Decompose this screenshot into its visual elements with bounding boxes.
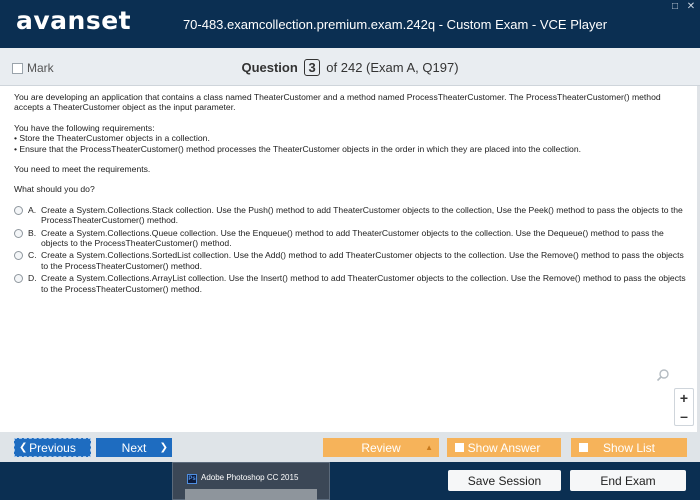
- end-exam-button[interactable]: End Exam: [570, 470, 686, 491]
- answer-option-b[interactable]: [14, 228, 686, 249]
- question-counter: [0, 59, 700, 76]
- navigation-bar: [0, 432, 700, 462]
- chevron-right-icon: ❯: [159, 442, 168, 453]
- close-icon[interactable]: ✕: [686, 1, 696, 12]
- question-label: Question: [241, 60, 298, 75]
- radio-button[interactable]: [14, 229, 23, 238]
- question-number[interactable]: 3: [304, 59, 319, 76]
- show-list-button[interactable]: [571, 438, 687, 457]
- option-letter: D.: [28, 273, 37, 284]
- radio-button[interactable]: [14, 274, 23, 283]
- show-answer-button[interactable]: [447, 438, 561, 457]
- save-session-button[interactable]: Save Session: [448, 470, 561, 491]
- option-text: Create a System.Collections.Queue collection. Use the Enqueue() method to add TheaterCustomer objects to the collection. Use the Dequeue() method to pass the objects to the ProcessTheaterCustomer() method.: [41, 227, 664, 249]
- question-content: [0, 86, 700, 432]
- zoom-search-icon[interactable]: [656, 368, 670, 382]
- question-need: You need to meet the requirements.: [14, 164, 151, 175]
- answer-option-a[interactable]: [14, 205, 686, 226]
- radio-button[interactable]: [14, 206, 23, 215]
- review-label: Review: [361, 440, 401, 455]
- zoom-in-button[interactable]: +: [679, 390, 689, 406]
- zoom-out-button[interactable]: –: [680, 408, 688, 424]
- show-answer-label: Show Answer: [467, 440, 541, 455]
- option-text: Create a System.Collections.Stack collection. Use the Push() method to add TheaterCustomer objects to the collection, Use the Peek() method to pass the objects to the ProcessTheaterCustomer() method.: [41, 204, 683, 226]
- question-total: of 242 (Exam A, Q197): [326, 60, 459, 75]
- next-button[interactable]: [96, 438, 172, 457]
- previous-label: Previous: [29, 440, 76, 455]
- mark-label: Mark: [27, 61, 54, 75]
- taskbar-app-label: Adobe Photoshop CC 2015: [201, 473, 299, 482]
- show-list-label: Show List: [602, 440, 656, 455]
- option-letter: A.: [28, 204, 37, 215]
- zoom-controls: [674, 388, 694, 426]
- question-intro: You are developing an application that contains a class named TheaterCustomer and a method named ProcessTheaterCustomer. The ProcessTheaterCustomer() method accepts a TheaterCustomer object as the input parameter.: [14, 92, 661, 113]
- requirement-item: • Store the TheaterCustomer objects in a collection.: [14, 133, 210, 144]
- title-bar: [0, 0, 700, 48]
- option-text: Create a System.Collections.ArrayList collection. Use the Insert() method to add TheaterCustomer objects to the collection. Use the Remove() method to pass the objects to the ProcessTheaterCustomer() method.: [41, 273, 686, 294]
- bottom-bar: [0, 462, 700, 500]
- radio-button[interactable]: [14, 251, 23, 260]
- review-button[interactable]: [323, 438, 439, 457]
- window-title: 70-483.examcollection.premium.exam.242q - Custom Exam - VCE Player: [182, 17, 608, 32]
- option-text: Create a System.Collections.SortedList collection. Use the Add() method to add TheaterCustomer objects to the collection. Use the Remove() method to pass the objects to the ProcessTheaterCustomer() method.: [41, 250, 684, 271]
- option-letter: C.: [28, 250, 37, 261]
- checkbox-icon[interactable]: [579, 443, 588, 452]
- answer-option-c[interactable]: [14, 250, 686, 271]
- photoshop-icon: Ps: [188, 476, 196, 482]
- checkbox-icon[interactable]: [455, 443, 464, 452]
- triangle-up-icon: ▲: [425, 443, 433, 452]
- requirements: [14, 123, 686, 154]
- taskbar-thumbnail[interactable]: [172, 462, 330, 500]
- chevron-left-icon: ❮: [19, 442, 28, 453]
- maximize-icon[interactable]: □: [671, 1, 679, 12]
- previous-button[interactable]: [14, 438, 91, 457]
- question-header: [0, 48, 700, 86]
- answer-option-d[interactable]: [14, 273, 686, 294]
- window-preview: [185, 489, 317, 500]
- next-label: Next: [121, 440, 147, 455]
- question-prompt: What should you do?: [14, 184, 95, 195]
- avanset-logo: avanset: [16, 6, 132, 35]
- window-controls: [670, 2, 696, 12]
- requirements-title: You have the following requirements:: [14, 122, 155, 133]
- requirement-item: • Ensure that the ProcessTheaterCustomer() method processes the TheaterCustomer objects in the order in which they are placed into the collection.: [14, 143, 581, 154]
- option-letter: B.: [28, 227, 37, 238]
